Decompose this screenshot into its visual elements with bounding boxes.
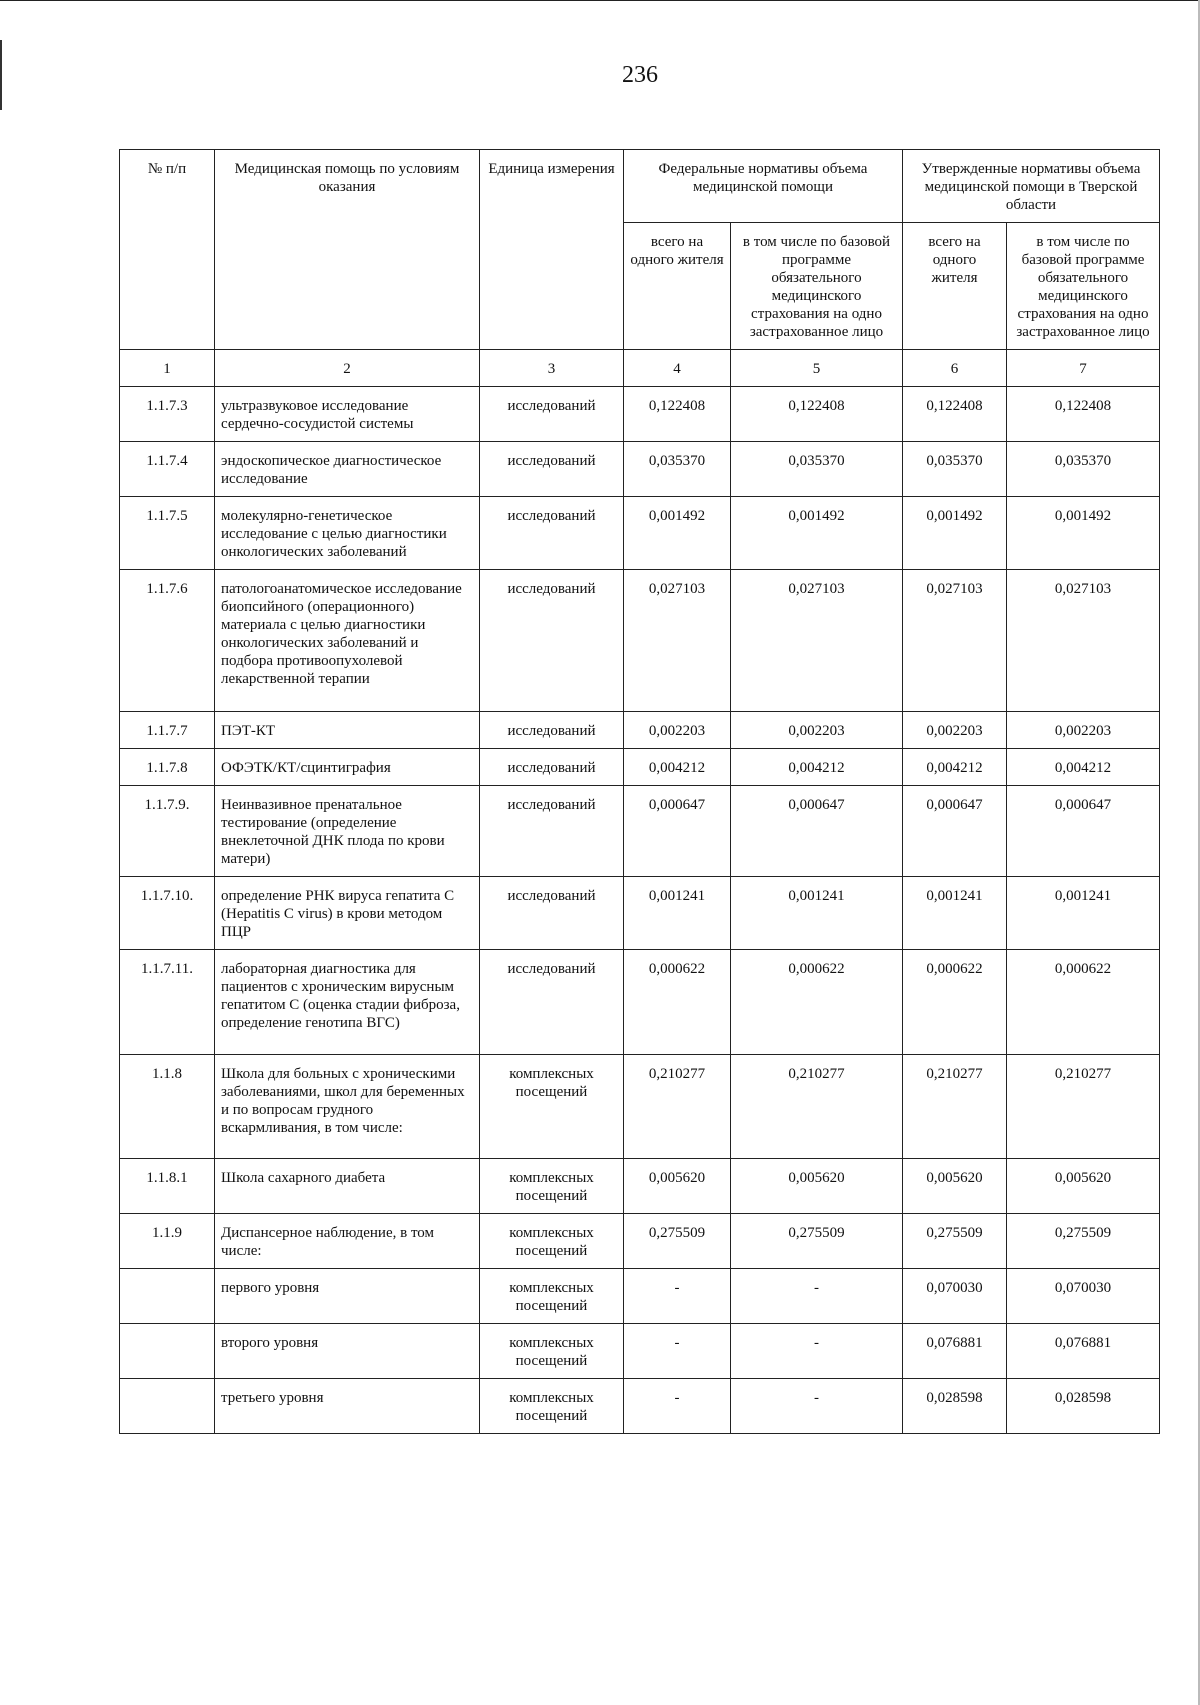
- row-number-cell: 1.1.7.11.: [120, 950, 215, 1055]
- row-number-cell: 1.1.7.3: [120, 387, 215, 442]
- value-cell: 0,035370: [731, 442, 903, 497]
- header-row: [120, 150, 1160, 223]
- norms-table: [119, 149, 1160, 1434]
- value-cell: 0,001492: [731, 497, 903, 570]
- table-row: [120, 1324, 1160, 1379]
- header-per-resident: всего на одного жителя: [624, 223, 731, 350]
- row-name-cell: Школа сахарного диабета: [215, 1159, 480, 1214]
- page-number: 236: [622, 62, 658, 88]
- value-cell: 0,002203: [1007, 712, 1160, 749]
- value-cell: 0,001241: [1007, 877, 1160, 950]
- value-cell: 0,122408: [731, 387, 903, 442]
- header-unit: Единица измерения: [480, 150, 624, 350]
- table-row: [120, 1159, 1160, 1214]
- header-per-insured: в том числе по базовой программе обязательного медицинского страхования на одно застрахованное лицо: [731, 223, 903, 350]
- value-cell: 0,035370: [903, 442, 1007, 497]
- value-cell: 0,210277: [731, 1055, 903, 1159]
- row-name-cell: ультразвуковое исследование сердечно-сосудистой системы: [215, 387, 480, 442]
- row-name-cell: второго уровня: [215, 1324, 480, 1379]
- row-unit-cell: исследований: [480, 877, 624, 950]
- value-cell: 0,027103: [624, 570, 731, 712]
- column-number: 1: [120, 350, 215, 387]
- value-cell: 0,028598: [1007, 1379, 1160, 1434]
- value-cell: -: [731, 1324, 903, 1379]
- table-row: [120, 712, 1160, 749]
- row-number-cell: 1.1.7.9.: [120, 786, 215, 877]
- value-cell: 0,027103: [1007, 570, 1160, 712]
- value-cell: 0,027103: [903, 570, 1007, 712]
- header-approved: Утвержденные нормативы объема медицинской помощи в Тверской области: [903, 150, 1160, 223]
- row-number-cell: 1.1.7.4: [120, 442, 215, 497]
- row-name-cell: определение РНК вируса гепатита С (Hepatitis C virus) в крови методом ПЦР: [215, 877, 480, 950]
- header-approved-per-insured: в том числе по базовой программе обязательного медицинского страхования на одно застрахованное лицо: [1007, 223, 1160, 350]
- value-cell: 0,122408: [624, 387, 731, 442]
- value-cell: 0,000647: [903, 786, 1007, 877]
- row-unit-cell: исследований: [480, 950, 624, 1055]
- row-unit-cell: комплексных посещений: [480, 1055, 624, 1159]
- value-cell: 0,027103: [731, 570, 903, 712]
- row-number-cell: 1.1.8: [120, 1055, 215, 1159]
- row-name-cell: лабораторная диагностика для пациентов с хроническим вирусным гепатитом С (оценка стадии фиброза, определение генотипа ВГС): [215, 950, 480, 1055]
- value-cell: 0,122408: [1007, 387, 1160, 442]
- value-cell: 0,002203: [731, 712, 903, 749]
- row-unit-cell: комплексных посещений: [480, 1269, 624, 1324]
- header-federal: Федеральные нормативы объема медицинской помощи: [624, 150, 903, 223]
- row-unit-cell: исследований: [480, 387, 624, 442]
- table-row: [120, 1055, 1160, 1159]
- value-cell: 0,001492: [903, 497, 1007, 570]
- value-cell: 0,076881: [1007, 1324, 1160, 1379]
- row-number-cell: 1.1.7.8: [120, 749, 215, 786]
- value-cell: -: [624, 1324, 731, 1379]
- value-cell: 0,001492: [624, 497, 731, 570]
- column-number: 6: [903, 350, 1007, 387]
- value-cell: 0,275509: [1007, 1214, 1160, 1269]
- table-row: [120, 786, 1160, 877]
- value-cell: 0,002203: [624, 712, 731, 749]
- value-cell: 0,004212: [903, 749, 1007, 786]
- value-cell: 0,001241: [731, 877, 903, 950]
- value-cell: 0,001241: [624, 877, 731, 950]
- row-unit-cell: комплексных посещений: [480, 1214, 624, 1269]
- value-cell: 0,275509: [731, 1214, 903, 1269]
- value-cell: 0,001492: [1007, 497, 1160, 570]
- column-number: 3: [480, 350, 624, 387]
- row-name-cell: ПЭТ-КТ: [215, 712, 480, 749]
- row-name-cell: молекулярно-генетическое исследование с целью диагностики онкологических заболеваний: [215, 497, 480, 570]
- row-unit-cell: исследований: [480, 749, 624, 786]
- value-cell: 0,000622: [1007, 950, 1160, 1055]
- row-unit-cell: исследований: [480, 786, 624, 877]
- value-cell: 0,210277: [1007, 1055, 1160, 1159]
- column-number: 2: [215, 350, 480, 387]
- value-cell: 0,004212: [624, 749, 731, 786]
- value-cell: -: [624, 1269, 731, 1324]
- table-row: [120, 497, 1160, 570]
- table-row: [120, 1269, 1160, 1324]
- row-number-cell: [120, 1379, 215, 1434]
- value-cell: 0,005620: [1007, 1159, 1160, 1214]
- table-row: [120, 570, 1160, 712]
- value-cell: 0,210277: [903, 1055, 1007, 1159]
- row-name-cell: эндоскопическое диагностическое исследование: [215, 442, 480, 497]
- value-cell: 0,000647: [624, 786, 731, 877]
- value-cell: 0,210277: [624, 1055, 731, 1159]
- value-cell: -: [731, 1269, 903, 1324]
- row-number-cell: 1.1.7.10.: [120, 877, 215, 950]
- value-cell: 0,028598: [903, 1379, 1007, 1434]
- column-numbers-row: [120, 350, 1160, 387]
- row-number-cell: [120, 1269, 215, 1324]
- value-cell: 0,000622: [731, 950, 903, 1055]
- row-name-cell: Диспансерное наблюдение, в том числе:: [215, 1214, 480, 1269]
- row-number-cell: 1.1.7.6: [120, 570, 215, 712]
- row-number-cell: 1.1.9: [120, 1214, 215, 1269]
- value-cell: 0,001241: [903, 877, 1007, 950]
- value-cell: 0,070030: [1007, 1269, 1160, 1324]
- value-cell: 0,275509: [903, 1214, 1007, 1269]
- value-cell: 0,035370: [1007, 442, 1160, 497]
- column-number: 4: [624, 350, 731, 387]
- row-name-cell: ОФЭТК/КТ/сцинтиграфия: [215, 749, 480, 786]
- row-number-cell: [120, 1324, 215, 1379]
- row-unit-cell: комплексных посещений: [480, 1324, 624, 1379]
- row-name-cell: патологоанатомическое исследование биопсийного (операционного) материала с целью диагностики онкологических заболеваний и подбора противоопухолевой лекарственной терапии: [215, 570, 480, 712]
- row-unit-cell: исследований: [480, 497, 624, 570]
- header-num: № п/п: [120, 150, 215, 350]
- value-cell: 0,005620: [903, 1159, 1007, 1214]
- value-cell: 0,004212: [1007, 749, 1160, 786]
- value-cell: 0,005620: [624, 1159, 731, 1214]
- header-approved-per-resident: всего на одного жителя: [903, 223, 1007, 350]
- table-row: [120, 877, 1160, 950]
- column-number: 7: [1007, 350, 1160, 387]
- value-cell: 0,005620: [731, 1159, 903, 1214]
- value-cell: 0,004212: [731, 749, 903, 786]
- value-cell: 0,000647: [731, 786, 903, 877]
- table-row: [120, 387, 1160, 442]
- row-unit-cell: комплексных посещений: [480, 1159, 624, 1214]
- value-cell: 0,070030: [903, 1269, 1007, 1324]
- row-unit-cell: исследований: [480, 570, 624, 712]
- row-name-cell: третьего уровня: [215, 1379, 480, 1434]
- value-cell: -: [624, 1379, 731, 1434]
- column-number: 5: [731, 350, 903, 387]
- value-cell: 0,000622: [624, 950, 731, 1055]
- value-cell: -: [731, 1379, 903, 1434]
- value-cell: 0,076881: [903, 1324, 1007, 1379]
- table-row: [120, 442, 1160, 497]
- row-number-cell: 1.1.7.7: [120, 712, 215, 749]
- value-cell: 0,000622: [903, 950, 1007, 1055]
- value-cell: 0,002203: [903, 712, 1007, 749]
- table-row: [120, 950, 1160, 1055]
- row-number-cell: 1.1.8.1: [120, 1159, 215, 1214]
- row-number-cell: 1.1.7.5: [120, 497, 215, 570]
- value-cell: 0,275509: [624, 1214, 731, 1269]
- value-cell: 0,035370: [624, 442, 731, 497]
- header-care: Медицинская помощь по условиям оказания: [215, 150, 480, 350]
- table-row: [120, 1379, 1160, 1434]
- row-name-cell: первого уровня: [215, 1269, 480, 1324]
- value-cell: 0,000647: [1007, 786, 1160, 877]
- row-name-cell: Школа для больных с хроническими заболеваниями, школ для беременных и по вопросам грудного вскармливания, в том числе:: [215, 1055, 480, 1159]
- value-cell: 0,122408: [903, 387, 1007, 442]
- row-unit-cell: комплексных посещений: [480, 1379, 624, 1434]
- table-row: [120, 1214, 1160, 1269]
- row-unit-cell: исследований: [480, 442, 624, 497]
- row-name-cell: Неинвазивное пренатальное тестирование (определение внеклеточной ДНК плода по крови матери): [215, 786, 480, 877]
- scan-edge-top: [0, 0, 1200, 1]
- table-row: [120, 749, 1160, 786]
- row-unit-cell: исследований: [480, 712, 624, 749]
